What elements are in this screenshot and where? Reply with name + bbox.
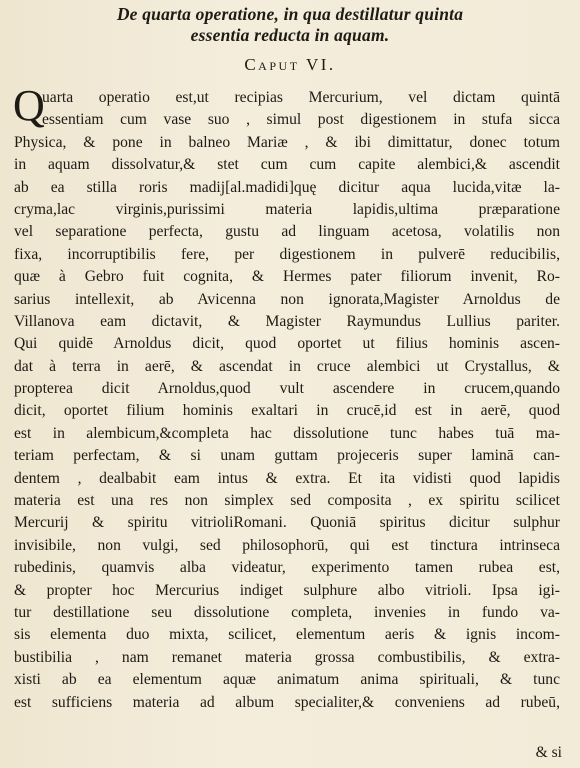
text-line: dat à terra in aerē, & ascendat in cruce alembici ut Crystallus, & xyxy=(14,357,560,375)
text-line: propterea dicit Arnoldus,quod vult ascendere in crucem,quando xyxy=(14,380,560,398)
body-text xyxy=(14,87,560,714)
text-line: dicit, oportet filium hominis exaltari in crucē,id est in aerē, quod xyxy=(14,402,560,420)
heading-line-2: essentia reducta in aquam. xyxy=(190,25,390,45)
chapter-heading xyxy=(0,4,580,46)
text-line: Mercurij & spiritu vitrioliRomani. Quoniā spiritus dicitur sulphur xyxy=(14,514,560,532)
text-line: teriam perfectam, & si unam guttam projeceris super laminā can- xyxy=(14,447,560,465)
catchword: & si xyxy=(535,744,562,761)
drop-cap: Q xyxy=(13,81,45,130)
text-line: invisibile, non vulgi, sed philosophorū, qui est tinctura intrinseca xyxy=(14,536,560,554)
text-line: quæ à Gebro fuit cognita, & Hermes pater filiorum invenit, Ro- xyxy=(14,268,560,286)
text-line: essentiam cum vase suo , simul post digestionem in stufa sicca xyxy=(42,111,560,129)
chapter-number: Caput VI. xyxy=(244,55,336,74)
text-line: est sufficiens materia ad album specialiter,& conveniens ad rubeū, xyxy=(14,693,560,711)
text-line: Physica, & pone in balneo Mariæ , & ibi dimittatur, donec totum xyxy=(14,133,560,151)
text-line: rubedinis, quamvis alba videatur, experimento tamen rubea est, xyxy=(14,559,560,577)
text-line: Qui quidē Arnoldus dicit, quod oportet ut filius hominis ascen- xyxy=(14,335,560,353)
text-line: bustibilia , nam remanet materia grossa combustibilis, & extra- xyxy=(14,648,560,666)
text-line: in aquam dissolvatur,& stet cum cum capite alembici,& ascendit xyxy=(14,156,560,174)
text-line: cryma,lac virginis,purissimi materia lapidis,ultima præparatione xyxy=(14,200,560,218)
text-line: & propter hoc Mercurius indiget sulphure albo vitrioli. Ipsa igi- xyxy=(14,581,560,599)
text-line: sis elementa duo mixta, scilicet, elementum aeris & ignis incom- xyxy=(14,626,560,644)
text-line: tur destillatione seu dissolutione completa, invenies in fundo va- xyxy=(14,603,560,621)
text-line: vel separatione perfecta, gustu ad linguam acetosa, volatilis non xyxy=(14,223,560,241)
text-line: ab ea stilla roris madij[al.madidi]quę dicitur aqua lucida,vitæ la- xyxy=(14,178,560,196)
text-line: est in alembicum,&completa hac dissolutione tunc habes tuā ma- xyxy=(14,424,560,442)
text-line: materia est una res non simplex sed composita , ex spiritu scilicet xyxy=(14,492,560,510)
heading-line-1: De quarta operatione, in qua destillatur quinta xyxy=(116,4,464,24)
text-line: dentem , dealbabit eam intus & extra. Et ita vidisti quod lapidis xyxy=(14,469,560,487)
text-line: Villanova eam dictavit, & Magister Raymundus Lullius pariter. xyxy=(14,312,560,330)
text-line: sarius intellexit, ab Avicenna non ignorata,Magister Arnoldus de xyxy=(14,290,560,308)
text-line: fixa, incorruptibilis fere, per digestionem in pulverē reducibilis, xyxy=(14,245,560,263)
text-line: xisti ab ea elementum aquæ animatum anima spirituali, & tunc xyxy=(14,671,560,689)
text-line: uarta operatio est,ut recipias Mercurium, vel dictam quintā xyxy=(42,89,560,106)
